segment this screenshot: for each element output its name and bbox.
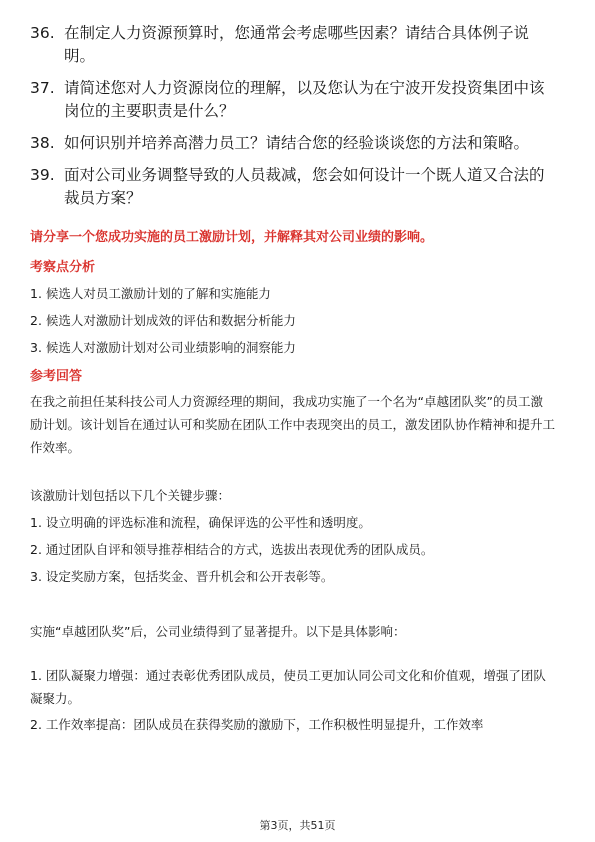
question-number: 39. <box>30 166 55 184</box>
question-item <box>30 132 555 155</box>
list-item: 1. 候选人对员工激励计划的了解和实施能力 <box>30 286 271 301</box>
spacer <box>30 643 555 661</box>
spacer <box>30 459 555 481</box>
question-item <box>30 164 555 210</box>
impact-item: 1. 团队凝聚力增强：通过表彰优秀团队成员，使员工更加认同公司文化和价值观，增强了团队凝聚力。 <box>30 668 546 706</box>
steps-list <box>30 514 555 586</box>
list-item: 1. 设立明确的评选标准和流程，确保评选的公平性和透明度。 <box>30 515 371 530</box>
analysis-list <box>30 285 555 357</box>
question-item <box>30 22 555 68</box>
list-item: 3. 设定奖励方案，包括奖金、晋升机会和公开表彰等。 <box>30 569 334 584</box>
list-item: 2. 通过团队自评和领导推荐相结合的方式，选拔出表现优秀的团队成员。 <box>30 542 434 557</box>
question-item <box>30 77 555 123</box>
list-item: 2. 候选人对激励计划成效的评估和数据分析能力 <box>30 313 296 328</box>
page-footer: 第3页，共51页 <box>259 819 336 832</box>
question-number: 38. <box>30 134 55 152</box>
question-text: 请简述您对人力资源岗位的理解，以及您认为在宁波开发投资集团中该岗位的主要职责是什么？ <box>64 79 545 120</box>
highlight-question: 请分享一个您成功实施的员工激励计划，并解释其对公司业绩的影响。 <box>30 230 434 245</box>
question-text: 面对公司业务调整导致的人员裁减，您会如何设计一个既人道又合法的裁员方案？ <box>64 166 545 207</box>
answer-intro: 在我之前担任某科技公司人力资源经理的期间，我成功实施了一个名为“卓越团队奖”的员工激励计划。该计划旨在通过认可和奖励在团队工作中表现突出的员工，激发团队协作精神和提升工作效率。 <box>30 394 556 455</box>
list-item: 3. 候选人对激励计划对公司业绩影响的洞察能力 <box>30 340 296 355</box>
question-text: 在制定人力资源预算时，您通常会考虑哪些因素？请结合具体例子说明。 <box>64 24 530 65</box>
impact-item: 2. 工作效率提高：团队成员在获得奖励的激励下，工作积极性明显提升，工作效率 <box>30 717 484 732</box>
impact-intro: 实施“卓越团队奖”后，公司业绩得到了显著提升。以下是具体影响： <box>30 624 406 639</box>
question-number: 37. <box>30 79 55 97</box>
answer-heading: 参考回答 <box>30 369 83 384</box>
question-text: 如何识别并培养高潜力员工？请结合您的经验谈谈您的方法和策略。 <box>64 134 530 152</box>
question-list <box>30 22 555 210</box>
analysis-heading: 考察点分析 <box>30 260 96 275</box>
spacer <box>30 595 555 617</box>
steps-intro: 该激励计划包括以下几个关键步骤： <box>30 488 231 503</box>
question-number: 36. <box>30 24 55 42</box>
